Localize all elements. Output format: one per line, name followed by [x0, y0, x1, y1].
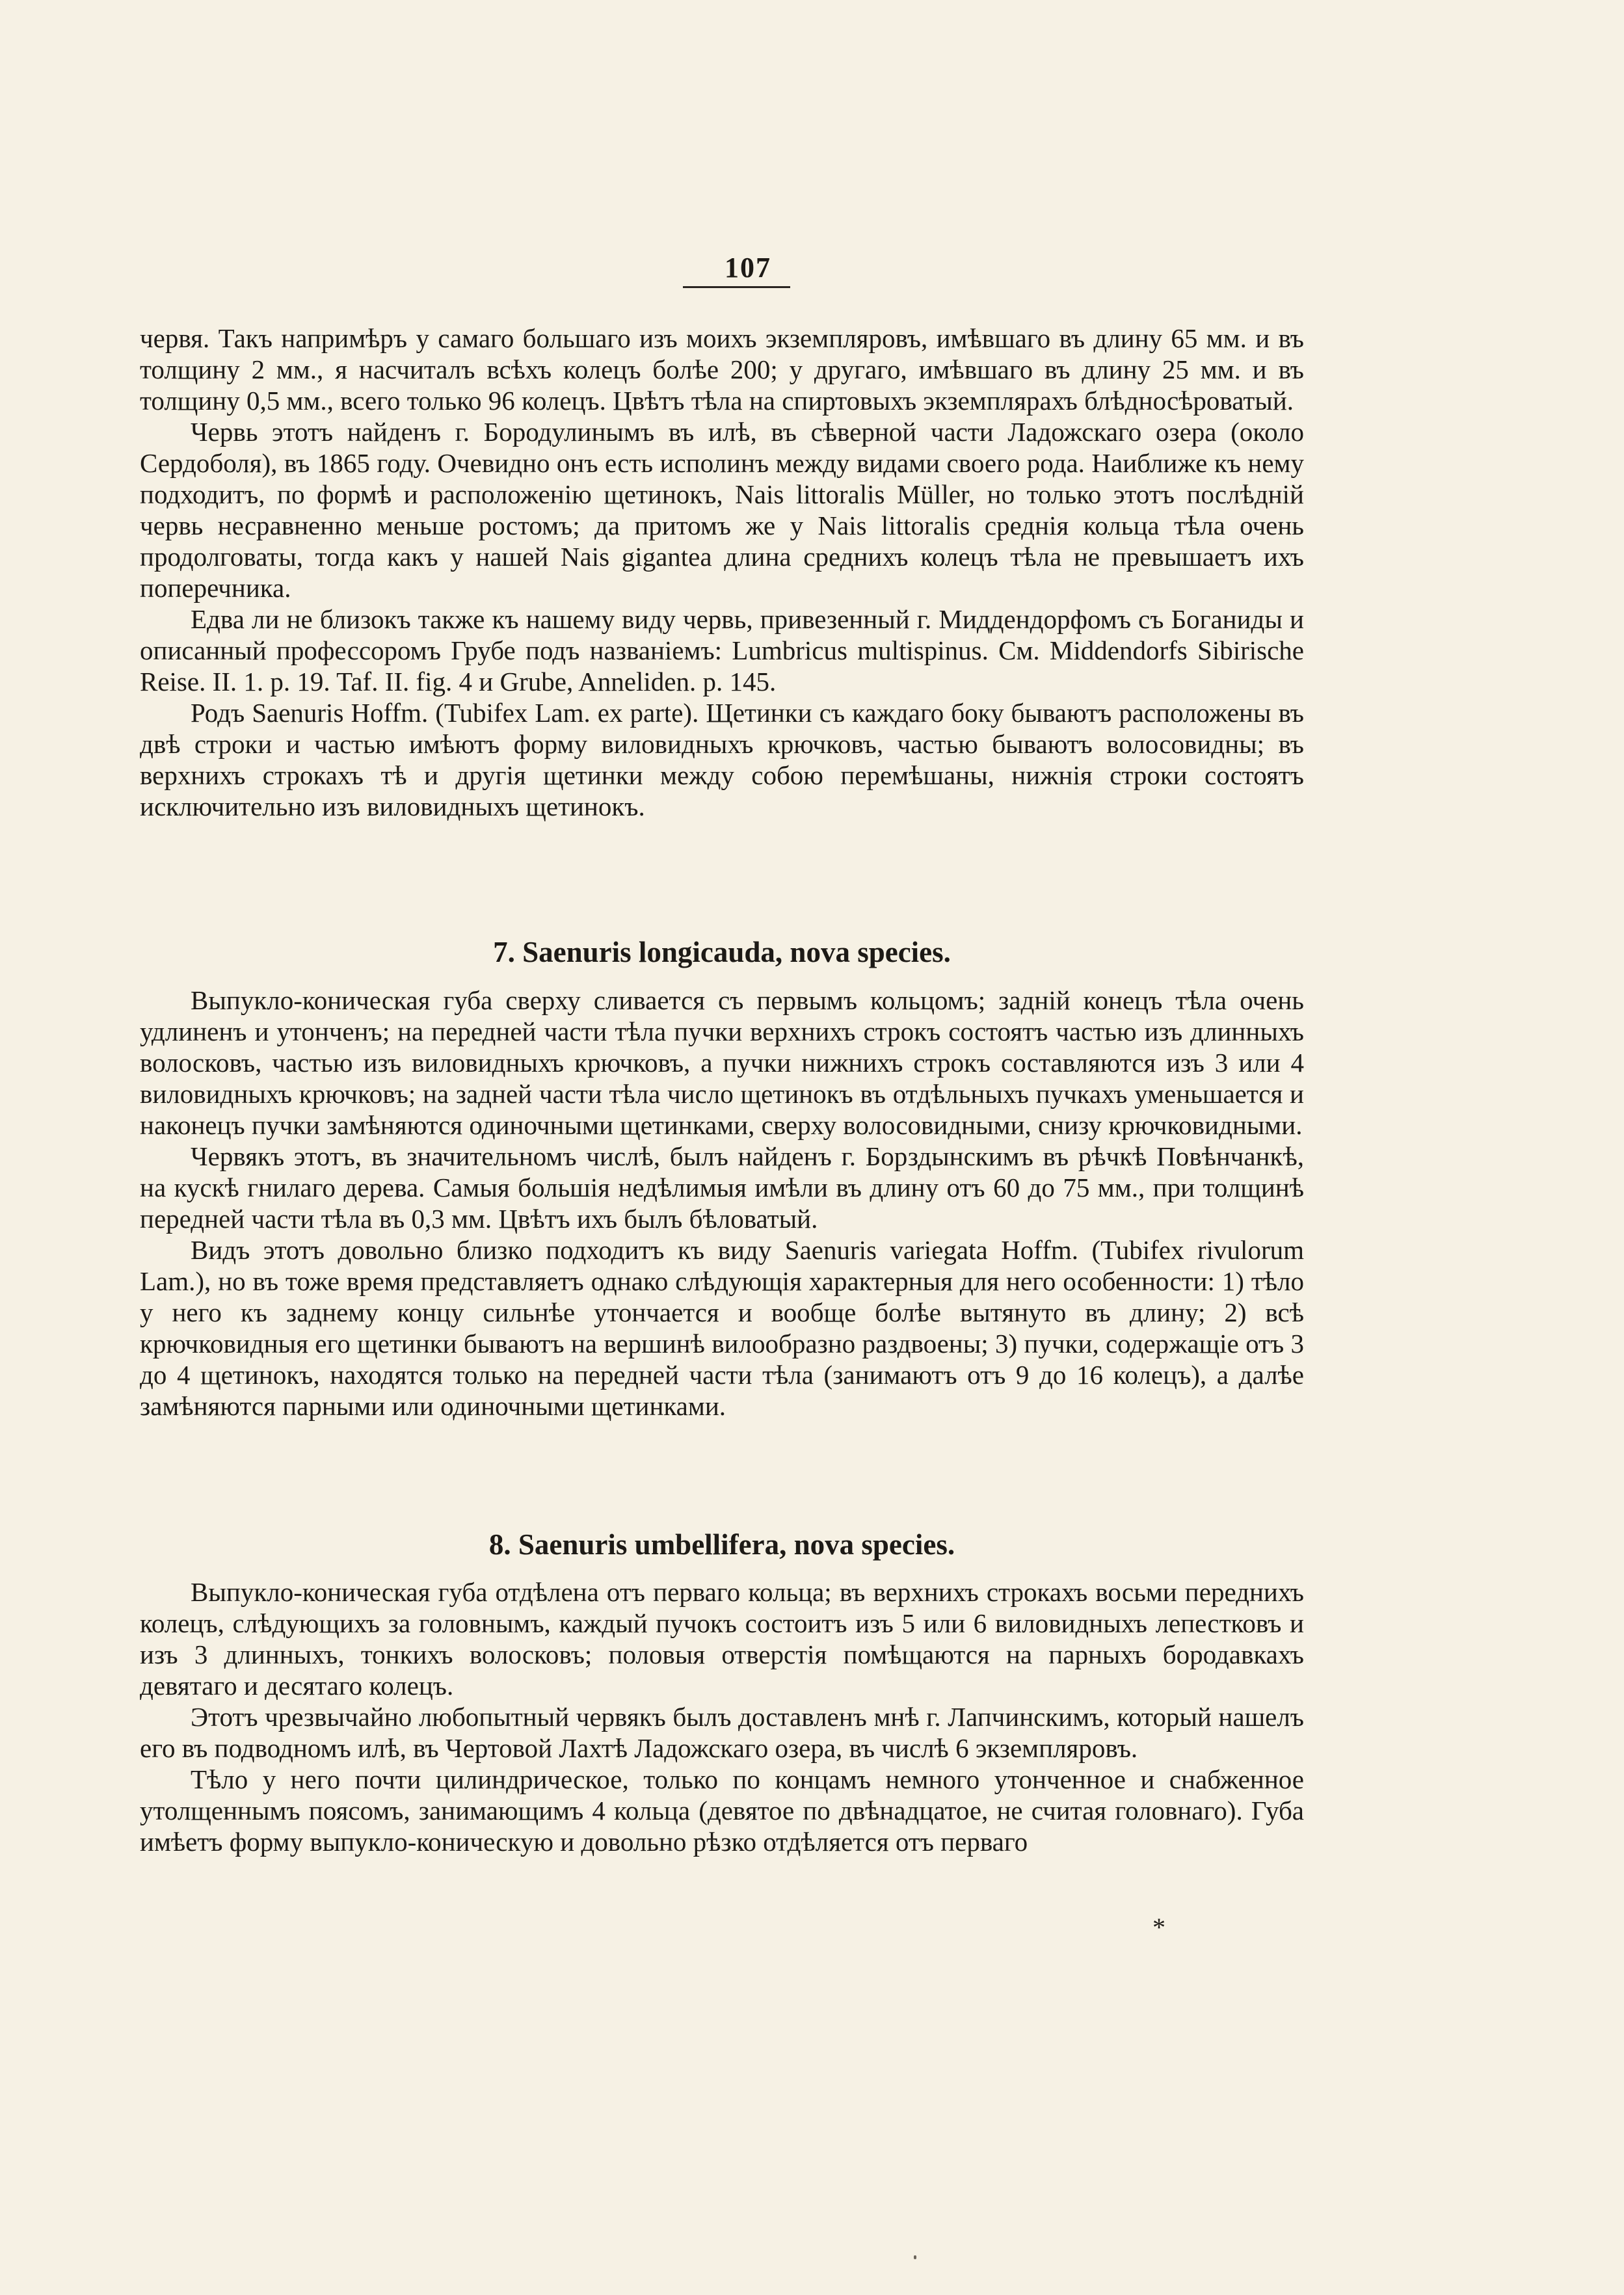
- paragraph: Этотъ чрезвычайно любопытный червякъ былъ доставленъ мнѣ г. Лапчинскимъ, который нашелъ его въ подводномъ илѣ, въ Чертовой Лахтѣ Ладожскаго озера, въ числѣ 6 экземпляровъ.: [140, 1702, 1304, 1763]
- page-number-rule: [683, 286, 790, 288]
- section-heading-8: 8. Saenuris umbellifera, nova species.: [488, 1528, 955, 1561]
- paragraph: Едва ли не близокъ также къ нашему виду червь, привезенный г. Миддендорфомъ съ Боганиды и описанный профессоромъ Грубе подъ названіемъ: Lumbricus multispinus. См. Middendorfs Sibirische Reise. II. 1. p. 19. Taf. II. fig. 4 и Grube, Anneliden. p. 145.: [140, 604, 1304, 696]
- paragraph: Тѣло у него почти цилиндрическое, только по концамъ немного утонченное и снабженное утолщеннымъ поясомъ, занимающимъ 4 кольца (девятое по двѣнадцатое, не считая головнаго). Губа имѣетъ форму выпукло-коническую и довольно рѣзко отдѣляется отъ перваго: [140, 1764, 1304, 1857]
- paragraph: Червякъ этотъ, въ значительномъ числѣ, былъ найденъ г. Борздынскимъ въ рѣчкѣ Повѣнчанкѣ, на кускѣ гнилаго дерева. Самыя большія недѣлимыя имѣли въ длину отъ 60 до 75 мм., при толщинѣ передней части тѣла въ 0,3 мм. Цвѣтъ ихъ былъ бѣловатый.: [140, 1141, 1304, 1234]
- paragraph: Видъ этотъ довольно близко подходитъ къ виду Saenuris variegata Hoffm. (Tubifex rivulorum Lam.), но въ тоже время представляетъ однако слѣдующія характерныя для него особенности: 1) тѣло у него къ заднему концу сильнѣе утончается и вообще болѣе вытянуто въ длину; 2) всѣ крючковидныя его щетинки бываютъ на вершинѣ вилообразно раздвоены; 3) пучки, содержащіе отъ 3 до 4 щетинокъ, находятся только на передней части тѣла (занимаютъ отъ 9 до 16 колецъ), а далѣе замѣняются парными или одиночными щетинками.: [140, 1235, 1304, 1421]
- paragraph: Выпукло-коническая губа сверху сливается съ первымъ кольцомъ; задній конецъ тѣла очень удлиненъ и утонченъ; на передней части тѣла пучки верхнихъ строкъ состоятъ частью изъ длинныхъ волосковъ, частью изъ виловидныхъ крючковъ, а пучки нижнихъ строкъ составляются изъ 3 или 4 виловидныхъ крючковъ; на задней части тѣла число щетинокъ въ отдѣльныхъ пучкахъ уменьшается и наконецъ пучки замѣняются одиночными щетинками, сверху волосовидными, снизу крючковидными.: [140, 985, 1304, 1140]
- paragraph: червя. Такъ напримѣръ у самаго большаго изъ моихъ экземпляровъ, имѣвшаго въ длину 65 мм. и въ толщину 2 мм., я насчиталъ всѣхъ колецъ болѣе 200; у другаго, имѣвшаго въ длину 25 мм. и въ толщину 0,5 мм., всего только 96 колецъ. Цвѣтъ тѣла на спиртовыхъ экземплярахъ блѣдносѣроватый.: [140, 323, 1304, 416]
- text-block-2: [140, 985, 1304, 1422]
- section-heading-7: 7. Saenuris longicauda, nova species.: [493, 936, 951, 968]
- page-number: 107: [725, 252, 771, 284]
- scan-speck: [914, 2255, 916, 2259]
- footer-asterisk: *: [1152, 1913, 1165, 1942]
- paragraph: Родъ Saenuris Hoffm. (Tubifex Lam. ex parte). Щетинки съ каждаго боку бываютъ расположены въ двѣ строки и частью имѣютъ форму виловидныхъ крючковъ, частью бываютъ волосовидны; въ верхнихъ строкахъ тѣ и другія щетинки между собою перемѣшаны, нижнія строки состоятъ исключительно изъ виловидныхъ щетинокъ.: [140, 698, 1304, 821]
- paragraph: Червь этотъ найденъ г. Бородулинымъ въ илѣ, въ сѣверной части Ладожскаго озера (около Сердоболя), въ 1865 году. Очевидно онъ есть исполинъ между видами своего рода. Наиближе къ нему подходитъ, по формѣ и расположенію щетинокъ, Nais littoralis Müller, но только этотъ послѣдній червь несравненно меньше ростомъ; да притомъ же у Nais littoralis среднія кольца тѣла очень продолговаты, тогда какъ у нашей Nais gigantea длина среднихъ колецъ тѣла не превышаетъ ихъ поперечника.: [140, 417, 1304, 603]
- text-block-3: [140, 1576, 1304, 1857]
- paragraph: Выпукло-коническая губа отдѣлена отъ перваго кольца; въ верхнихъ строкахъ восьми переднихъ колецъ, слѣдующихъ за головнымъ, каждый пучокъ состоитъ изъ 5 или 6 виловидныхъ лепестковъ и изъ 3 длинныхъ, тонкихъ волосковъ; половыя отверстія помѣщаются на парныхъ бородавкахъ девятаго и десятаго колецъ.: [140, 1577, 1304, 1701]
- text-block-1: [140, 323, 1304, 822]
